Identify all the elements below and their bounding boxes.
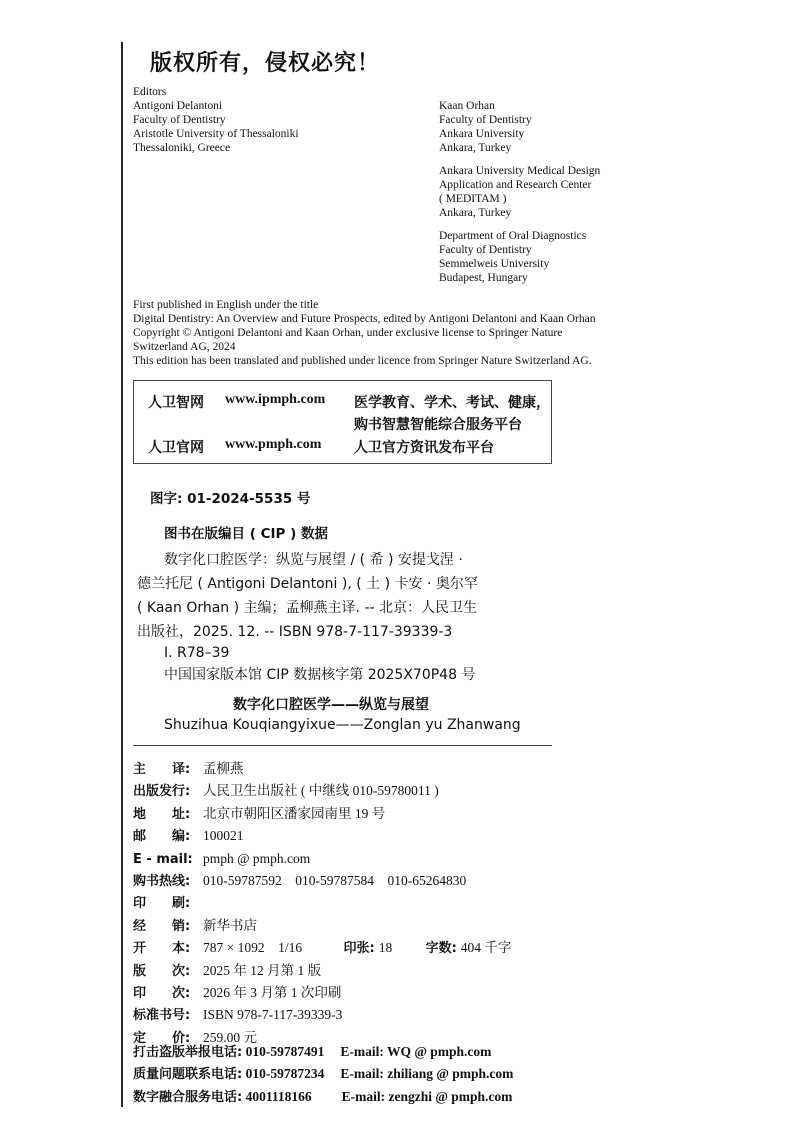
platform-box — [133, 380, 552, 464]
divider — [133, 745, 552, 746]
editor-line: Ankara, Turkey — [439, 142, 512, 154]
contact-row-quality: 质量问题联系电话: 010-59787234 E-mail: zhiliang @ pmph.com — [133, 1066, 514, 1083]
editor-right-block2 — [439, 164, 600, 220]
info-row-isbn: 标准书号: ISBN 978-7-117-39339-3 — [133, 1007, 343, 1024]
editor-line: Ankara, Turkey — [439, 207, 512, 219]
cip-line: 数字化口腔医学：纵览与展望 / ( 希 ) 安提戈涅 · — [164, 552, 463, 568]
ipmph-desc-line2: 购书智慧智能综合服务平台 — [354, 417, 522, 433]
info-row-format: 开 本: 787 × 1092 1/16 印张: 18 字数: 404 千字 — [133, 940, 512, 957]
publication-line: Switzerland AG, 2024 — [133, 341, 236, 353]
editor-line: Semmelweis University — [439, 258, 550, 270]
editor-line: Faculty of Dentistry — [133, 114, 226, 126]
editor-right-block1 — [439, 99, 532, 155]
editor-line: Faculty of Dentistry — [439, 114, 532, 126]
info-row-printing: 印 次: 2026 年 3 月第 1 次印刷 — [133, 985, 342, 1002]
ipmph-url[interactable]: www.ipmph.com — [225, 392, 326, 407]
pmph-url[interactable]: www.pmph.com — [225, 437, 322, 452]
copyright-heading: 版权所有，侵权必究！ — [150, 51, 381, 76]
editor-line: Budapest, Hungary — [439, 272, 528, 284]
book-title-pinyin: Shuzihua Kouqiangyixue——Zonglan yu Zhanwang — [164, 717, 521, 733]
ipmph-desc-line1: 医学教育、学术、考试、健康， — [354, 395, 550, 411]
editor-line: Aristotle University of Thessaloniki — [133, 128, 299, 140]
editors-label: Editors — [133, 86, 167, 98]
editor-line: Application and Research Center — [439, 179, 592, 191]
cip-line: ( Kaan Orhan ) 主编；孟柳燕主译. -- 北京：人民卫生 — [137, 600, 477, 616]
info-row-hotline: 购书热线: 010-59787592 010-59787584 010-65264830 — [133, 873, 467, 890]
left-margin-rule — [121, 42, 123, 1107]
editor-line: Faculty of Dentistry — [439, 244, 532, 256]
publication-notice — [133, 298, 773, 368]
imprint-info — [133, 758, 511, 1049]
editor-line: Thessaloniki, Greece — [133, 142, 231, 154]
publication-line: Digital Dentistry: An Overview and Future Prospects, edited by Antigoni Delantoni and Kaan Orhan — [133, 313, 596, 325]
copyright-registration: 图字: 01-2024-5535 号 — [150, 491, 311, 507]
info-row-printer: 印 刷: — [133, 896, 191, 912]
editor-line: Department of Oral Diagnostics — [439, 230, 587, 242]
publication-line: Copyright © Antigoni Delantoni and Kaan Orhan, under exclusive license to Springer Nature — [133, 327, 563, 339]
editor-line: Ankara University Medical Design — [439, 165, 601, 177]
pmph-name: 人卫官网 — [148, 440, 204, 456]
cip-line: 德兰托尼 ( Antigoni Delantoni ), ( 土 ) 卡安 · 奥尔罕 — [137, 576, 478, 592]
info-row-edition: 版 次: 2025 年 12 月第 1 版 — [133, 962, 322, 979]
editor-line: Antigoni Delantoni — [133, 100, 223, 112]
info-row-price: 定 价: 259.00 元 — [133, 1029, 257, 1046]
cip-line: 出版社，2025. 12. -- ISBN 978-7-117-39339-3 — [137, 624, 453, 640]
info-row-publisher: 出版发行: 人民卫生出版社 ( 中继线 010-59780011 ) — [133, 783, 439, 800]
info-row-postcode: 邮 编: 100021 — [133, 828, 244, 845]
contact-row-digital: 数字融合服务电话: 4001118166 E-mail: zengzhi @ pmph.com — [133, 1088, 513, 1105]
info-row-email: E - mail: pmph @ pmph.com — [133, 850, 311, 867]
info-row-translator: 主 译: 孟柳燕 — [133, 761, 244, 777]
editors-left — [133, 85, 299, 155]
publication-line: This edition has been translated and published under licence from Springer Nature Switzerland AG. — [133, 355, 592, 367]
info-row-distributor: 经 销: 新华书店 — [133, 917, 257, 934]
contact-row-piracy: 打击盗版举报电话: 010-59787491 E-mail: WQ @ pmph.com — [133, 1044, 492, 1060]
editor-line: Ankara University — [439, 128, 525, 140]
editor-right-block3 — [439, 229, 586, 285]
book-title: 数字化口腔医学——纵览与展望 — [233, 697, 429, 713]
cip-number: 中国国家版本馆 CIP 数据核字第 2025X70P48 号 — [164, 667, 476, 683]
pmph-desc: 人卫官方资讯发布平台 — [354, 440, 494, 456]
cip-classification: Ⅰ. R78–39 — [164, 645, 230, 661]
info-row-address: 地 址: 北京市朝阳区潘家园南里 19 号 — [133, 805, 386, 822]
editor-line: ( MEDITAM ) — [439, 193, 507, 205]
editor-line: Kaan Orhan — [439, 100, 495, 112]
contact-lines — [133, 1041, 513, 1108]
publication-line: First published in English under the title — [133, 299, 319, 311]
ipmph-name: 人卫智网 — [148, 395, 204, 411]
cip-title: 图书在版编目 ( CIP ) 数据 — [164, 526, 328, 542]
